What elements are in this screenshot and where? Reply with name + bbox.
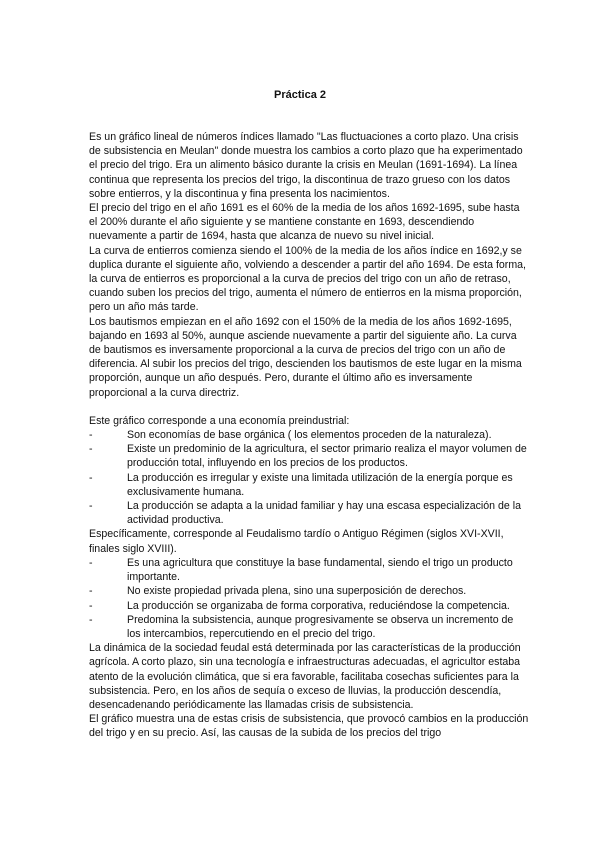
list-item bbox=[89, 584, 529, 598]
paragraph-intro-1: Es un gráfico lineal de números índices llamado "Las fluctuaciones a corto plazo. Una crisis de subsistencia en Meulan" donde muestra los cambios a corto plazo que ha experimentado el precio del trigo. Era un alimento básico durante la crisis en Meulan (1691-1694). La línea continua que representa los precios del trigo, la discontinua de trazo grueso con los datos sobre entierros, y la discontinua y fina presenta los nacimientos. bbox=[89, 131, 523, 200]
list-item bbox=[89, 471, 529, 499]
economy-list bbox=[89, 428, 529, 527]
feudal-intro: Específicamente, corresponde al Feudalismo tardío o Antiguo Régimen (siglos XVI-XVII, finales siglo XVIII). bbox=[89, 528, 504, 555]
paragraph-intro-3: La curva de entierros comienza siendo el 100% de la media de los años índice en 1692,y se duplica durante el siguiente año, volviendo a descender a partir del año 1694. De esta forma, la curva de entierros es proporcional a la curva de precios del trigo con un año de retraso, cuando suben los precios del trigo, aumenta el número de entierros en la misma proporción, pero un año más tarde. bbox=[89, 244, 526, 314]
list-item-text: La producción es irregular y existe una limitada utilización de la energía porque es exclusivamente humana. bbox=[127, 471, 513, 498]
list-item bbox=[89, 556, 529, 584]
list-item bbox=[89, 599, 529, 613]
document-body bbox=[89, 130, 529, 741]
dash-bullet: - bbox=[89, 429, 93, 442]
list-item bbox=[89, 442, 529, 470]
list-item-text: Predomina la subsistencia, aunque progresivamente se observa un incremento de los intercambios, repercutiendo en el precio del trigo. bbox=[127, 613, 514, 640]
paragraph-intro-4: Los bautismos empiezan en el año 1692 con el 150% de la media de los años 1692-1695, bajando en 1693 al 50%, aunque asciende nuevamente a partir del siguiente año. La curva de bautismos es inversamente proporcional a la curva de precios del trigo con un año de diferencia. Al subir los precios del trigo, descienden los bautismos de este lugar en la misma proporción, aunque un año después. Pero, durante el último año es inversamente proporcional a la curva directriz. bbox=[89, 315, 522, 399]
list-item-text: La producción se organizaba de forma corporativa, reduciéndose la competencia. bbox=[127, 599, 510, 612]
paragraph-gap bbox=[89, 400, 529, 414]
list-item-text: Existe un predominio de la agricultura, el sector primario realiza el mayor volumen de producción total, influyendo en los precios de los productos. bbox=[127, 443, 527, 470]
dash-bullet: - bbox=[89, 500, 93, 513]
paragraph-end-1: La dinámica de la sociedad feudal está determinada por las características de la producción agrícola. A corto plazo, sin una tecnología e infraestructuras adecuadas, el agricultor estaba atento de la evolución climática, que si era favorable, facilitaba cosechas suficientes para la subsistencia. Pero, en los años de sequía o exceso de lluvias, la producción descendía, desencadenando periódicamente las llamadas crisis de subsistencia. bbox=[89, 642, 521, 711]
list-item-text: Son economías de base orgánica ( los elementos proceden de la naturaleza). bbox=[127, 429, 492, 442]
list-item bbox=[89, 613, 529, 641]
list-item bbox=[89, 499, 529, 527]
dash-bullet: - bbox=[89, 471, 93, 484]
list-item-text: No existe propiedad privada plena, sino una superposición de derechos. bbox=[127, 585, 467, 598]
dash-bullet: - bbox=[89, 613, 93, 626]
dash-bullet: - bbox=[89, 556, 93, 569]
paragraph-end-2: El gráfico muestra una de estas crisis de subsistencia, que provocó cambios en la producción del trigo y en su precio. Así, las causas de la subida de los precios del trigo bbox=[89, 713, 529, 740]
list-item-text: La producción se adapta a la unidad familiar y hay una escasa especialización de la actividad productiva. bbox=[127, 500, 521, 527]
economy-intro: Este gráfico corresponde a una economía preindustrial: bbox=[89, 414, 350, 427]
page-title: Práctica 2 bbox=[274, 89, 326, 101]
dash-bullet: - bbox=[89, 599, 93, 612]
dash-bullet: - bbox=[89, 443, 93, 456]
list-item-text: Es una agricultura que constituye la base fundamental, siendo el trigo un producto importante. bbox=[127, 556, 513, 584]
list-item bbox=[89, 428, 529, 442]
dash-bullet: - bbox=[89, 585, 93, 598]
paragraph-intro-2: El precio del trigo en el año 1691 es el 60% de la media de los años 1692-1695, sube hasta el 200% durante el año siguiente y se mantiene constante en 1693, descendiendo nuevamente a partir de 1694, hasta que alcanza de nuevo su nivel inicial. bbox=[89, 202, 520, 243]
feudal-list bbox=[89, 556, 529, 641]
